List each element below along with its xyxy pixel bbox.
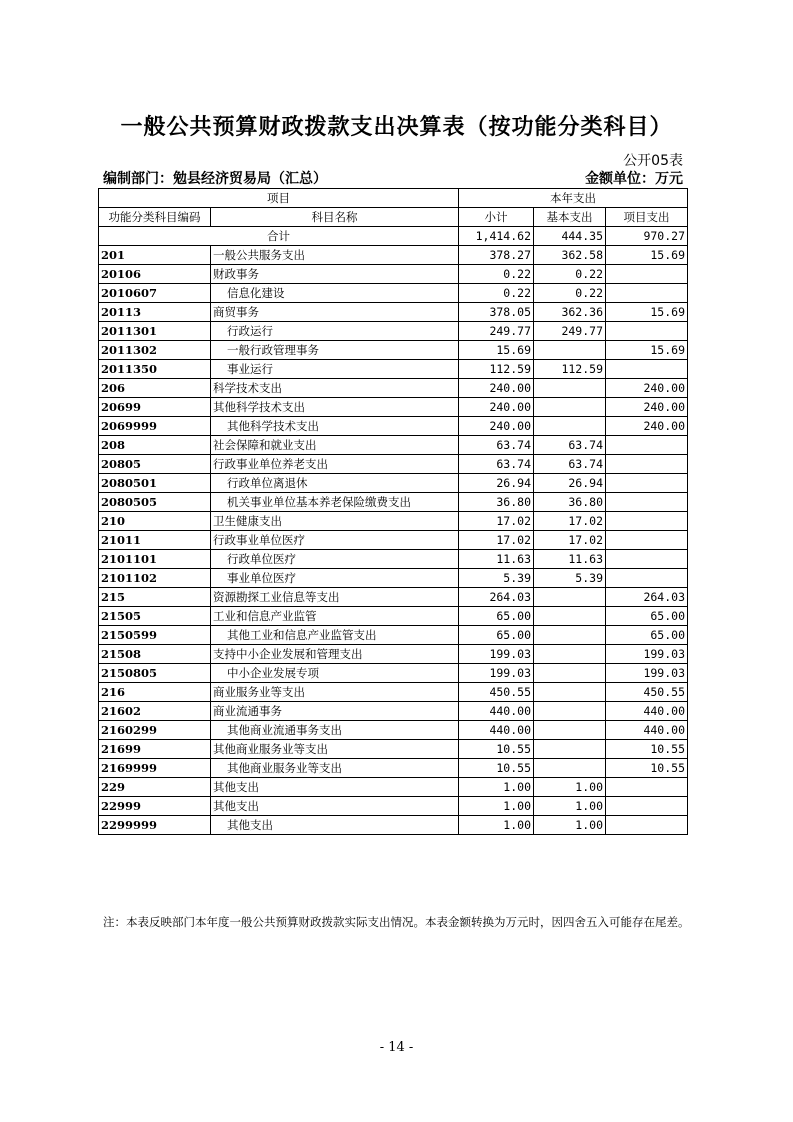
row-basic xyxy=(534,626,606,645)
table-row xyxy=(99,759,688,778)
row-subtotal: 199.03 xyxy=(459,664,534,683)
row-code: 2150805 xyxy=(99,664,211,683)
row-basic: 26.94 xyxy=(534,474,606,493)
row-code: 2011302 xyxy=(99,341,211,360)
table-row xyxy=(99,284,688,303)
table-row xyxy=(99,626,688,645)
total-subtotal: 1,414.62 xyxy=(459,227,534,246)
row-subtotal: 1.00 xyxy=(459,797,534,816)
table-row xyxy=(99,721,688,740)
row-project xyxy=(606,778,688,797)
row-name: 事业单位医疗 xyxy=(211,569,459,588)
row-code: 21505 xyxy=(99,607,211,626)
row-basic xyxy=(534,417,606,436)
row-name: 其他商业服务业等支出 xyxy=(211,740,459,759)
page-title: 一般公共预算财政拨款支出决算表（按功能分类科目） xyxy=(120,115,673,140)
row-project: 440.00 xyxy=(606,702,688,721)
row-basic: 5.39 xyxy=(534,569,606,588)
row-code: 2169999 xyxy=(99,759,211,778)
header-current-year: 本年支出 xyxy=(459,189,688,208)
footnote: 注：本表反映部门本年度一般公共预算财政拨款实际支出情况。本表金额转换为万元时，因四舍五入可能存在尾差。 xyxy=(103,915,690,929)
table-row xyxy=(99,303,688,322)
row-basic: 1.00 xyxy=(534,797,606,816)
row-name: 其他支出 xyxy=(211,778,459,797)
row-name: 其他支出 xyxy=(211,797,459,816)
row-code: 21011 xyxy=(99,531,211,550)
row-basic: 0.22 xyxy=(534,284,606,303)
row-code: 2011301 xyxy=(99,322,211,341)
row-project: 264.03 xyxy=(606,588,688,607)
row-code: 229 xyxy=(99,778,211,797)
row-subtotal: 17.02 xyxy=(459,531,534,550)
table-row xyxy=(99,455,688,474)
row-code: 206 xyxy=(99,379,211,398)
header-item: 项目 xyxy=(99,189,459,208)
row-basic xyxy=(534,664,606,683)
row-basic: 17.02 xyxy=(534,512,606,531)
row-name: 行政运行 xyxy=(211,322,459,341)
row-code: 21699 xyxy=(99,740,211,759)
row-project: 199.03 xyxy=(606,645,688,664)
row-project xyxy=(606,474,688,493)
row-project xyxy=(606,265,688,284)
row-project xyxy=(606,455,688,474)
row-basic xyxy=(534,379,606,398)
row-basic xyxy=(534,683,606,702)
row-subtotal: 112.59 xyxy=(459,360,534,379)
table-row xyxy=(99,341,688,360)
table-row xyxy=(99,512,688,531)
row-project: 15.69 xyxy=(606,246,688,265)
row-project xyxy=(606,322,688,341)
total-label: 合计 xyxy=(99,227,459,246)
row-project xyxy=(606,816,688,835)
row-name: 科学技术支出 xyxy=(211,379,459,398)
row-subtotal: 240.00 xyxy=(459,398,534,417)
table-row xyxy=(99,778,688,797)
row-name: 其他科学技术支出 xyxy=(211,398,459,417)
row-subtotal: 450.55 xyxy=(459,683,534,702)
total-basic: 444.35 xyxy=(534,227,606,246)
table-row xyxy=(99,797,688,816)
row-basic xyxy=(534,645,606,664)
row-code: 210 xyxy=(99,512,211,531)
row-code: 215 xyxy=(99,588,211,607)
row-code: 21602 xyxy=(99,702,211,721)
row-name: 支持中小企业发展和管理支出 xyxy=(211,645,459,664)
row-name: 一般行政管理事务 xyxy=(211,341,459,360)
row-project: 15.69 xyxy=(606,341,688,360)
row-project xyxy=(606,531,688,550)
row-name: 工业和信息产业监管 xyxy=(211,607,459,626)
row-project: 10.55 xyxy=(606,759,688,778)
table-row xyxy=(99,645,688,664)
row-project: 450.55 xyxy=(606,683,688,702)
header-row-top xyxy=(99,189,688,208)
row-basic: 36.80 xyxy=(534,493,606,512)
header-basic: 基本支出 xyxy=(534,208,606,227)
table-row xyxy=(99,246,688,265)
row-name: 行政单位医疗 xyxy=(211,550,459,569)
row-subtotal: 378.05 xyxy=(459,303,534,322)
header-subtotal: 小计 xyxy=(459,208,534,227)
row-project xyxy=(606,797,688,816)
row-name: 其他商业流通事务支出 xyxy=(211,721,459,740)
row-name: 商业流通事务 xyxy=(211,702,459,721)
row-name: 中小企业发展专项 xyxy=(211,664,459,683)
header-name: 科目名称 xyxy=(211,208,459,227)
table-row xyxy=(99,607,688,626)
row-basic xyxy=(534,759,606,778)
row-code: 20699 xyxy=(99,398,211,417)
row-name: 信息化建设 xyxy=(211,284,459,303)
row-project xyxy=(606,360,688,379)
page-number: - 14 - xyxy=(379,1040,414,1055)
table-row xyxy=(99,474,688,493)
row-project: 240.00 xyxy=(606,398,688,417)
header-row-sub xyxy=(99,208,688,227)
row-subtotal: 0.22 xyxy=(459,265,534,284)
row-project: 10.55 xyxy=(606,740,688,759)
row-code: 2150599 xyxy=(99,626,211,645)
row-code: 2010607 xyxy=(99,284,211,303)
row-name: 卫生健康支出 xyxy=(211,512,459,531)
row-code: 20805 xyxy=(99,455,211,474)
row-project: 199.03 xyxy=(606,664,688,683)
row-subtotal: 240.00 xyxy=(459,379,534,398)
department-label: 编制部门：勉县经济贸易局（汇总） xyxy=(103,171,327,187)
table-body xyxy=(99,246,688,835)
row-subtotal: 10.55 xyxy=(459,740,534,759)
row-subtotal: 65.00 xyxy=(459,626,534,645)
row-basic: 11.63 xyxy=(534,550,606,569)
row-subtotal: 0.22 xyxy=(459,284,534,303)
row-project xyxy=(606,493,688,512)
row-basic xyxy=(534,398,606,417)
row-code: 20106 xyxy=(99,265,211,284)
row-code: 216 xyxy=(99,683,211,702)
table-row xyxy=(99,379,688,398)
row-basic xyxy=(534,702,606,721)
table-row xyxy=(99,816,688,835)
table-row xyxy=(99,550,688,569)
row-subtotal: 17.02 xyxy=(459,512,534,531)
row-code: 22999 xyxy=(99,797,211,816)
row-basic: 63.74 xyxy=(534,436,606,455)
row-project xyxy=(606,569,688,588)
header-project: 项目支出 xyxy=(606,208,688,227)
row-basic: 362.36 xyxy=(534,303,606,322)
table-number: 公开05表 xyxy=(623,153,683,169)
row-code: 2011350 xyxy=(99,360,211,379)
row-basic xyxy=(534,607,606,626)
table-row xyxy=(99,531,688,550)
row-name: 商贸事务 xyxy=(211,303,459,322)
row-code: 208 xyxy=(99,436,211,455)
row-subtotal: 264.03 xyxy=(459,588,534,607)
table-row xyxy=(99,569,688,588)
row-subtotal: 11.63 xyxy=(459,550,534,569)
table-row xyxy=(99,436,688,455)
row-code: 21508 xyxy=(99,645,211,664)
row-subtotal: 36.80 xyxy=(459,493,534,512)
table-row xyxy=(99,683,688,702)
row-project: 15.69 xyxy=(606,303,688,322)
row-name: 其他商业服务业等支出 xyxy=(211,759,459,778)
row-code: 20113 xyxy=(99,303,211,322)
row-subtotal: 199.03 xyxy=(459,645,534,664)
row-project: 65.00 xyxy=(606,626,688,645)
table-row xyxy=(99,702,688,721)
row-subtotal: 240.00 xyxy=(459,417,534,436)
row-name: 其他支出 xyxy=(211,816,459,835)
row-name: 事业运行 xyxy=(211,360,459,379)
row-project xyxy=(606,550,688,569)
row-basic xyxy=(534,721,606,740)
table-row xyxy=(99,360,688,379)
table-row xyxy=(99,740,688,759)
table-row xyxy=(99,398,688,417)
row-name: 行政单位离退休 xyxy=(211,474,459,493)
row-name: 其他科学技术支出 xyxy=(211,417,459,436)
row-name: 行政事业单位医疗 xyxy=(211,531,459,550)
row-basic: 17.02 xyxy=(534,531,606,550)
row-basic: 362.58 xyxy=(534,246,606,265)
row-code: 201 xyxy=(99,246,211,265)
expenditure-table xyxy=(98,188,688,835)
row-basic xyxy=(534,740,606,759)
row-name: 机关事业单位基本养老保险缴费支出 xyxy=(211,493,459,512)
row-subtotal: 10.55 xyxy=(459,759,534,778)
total-project: 970.27 xyxy=(606,227,688,246)
table-row xyxy=(99,265,688,284)
row-subtotal: 249.77 xyxy=(459,322,534,341)
row-subtotal: 1.00 xyxy=(459,816,534,835)
table-row xyxy=(99,493,688,512)
row-basic: 249.77 xyxy=(534,322,606,341)
row-name: 商业服务业等支出 xyxy=(211,683,459,702)
row-code: 2080505 xyxy=(99,493,211,512)
row-basic xyxy=(534,341,606,360)
row-code: 2080501 xyxy=(99,474,211,493)
row-basic: 112.59 xyxy=(534,360,606,379)
row-subtotal: 65.00 xyxy=(459,607,534,626)
row-code: 2101102 xyxy=(99,569,211,588)
table-row xyxy=(99,588,688,607)
row-project: 240.00 xyxy=(606,417,688,436)
row-name: 一般公共服务支出 xyxy=(211,246,459,265)
row-name: 其他工业和信息产业监管支出 xyxy=(211,626,459,645)
row-basic xyxy=(534,588,606,607)
row-subtotal: 26.94 xyxy=(459,474,534,493)
row-name: 财政事务 xyxy=(211,265,459,284)
row-code: 2299999 xyxy=(99,816,211,835)
row-basic: 63.74 xyxy=(534,455,606,474)
row-subtotal: 440.00 xyxy=(459,721,534,740)
row-project xyxy=(606,436,688,455)
row-project: 240.00 xyxy=(606,379,688,398)
table-row xyxy=(99,417,688,436)
row-subtotal: 440.00 xyxy=(459,702,534,721)
row-subtotal: 63.74 xyxy=(459,455,534,474)
table-row xyxy=(99,322,688,341)
row-subtotal: 5.39 xyxy=(459,569,534,588)
row-subtotal: 63.74 xyxy=(459,436,534,455)
total-row xyxy=(99,227,688,246)
row-name: 行政事业单位养老支出 xyxy=(211,455,459,474)
row-project: 65.00 xyxy=(606,607,688,626)
row-subtotal: 1.00 xyxy=(459,778,534,797)
row-project xyxy=(606,512,688,531)
row-code: 2160299 xyxy=(99,721,211,740)
row-subtotal: 378.27 xyxy=(459,246,534,265)
row-project: 440.00 xyxy=(606,721,688,740)
row-basic: 1.00 xyxy=(534,778,606,797)
row-subtotal: 15.69 xyxy=(459,341,534,360)
row-basic: 1.00 xyxy=(534,816,606,835)
row-project xyxy=(606,284,688,303)
row-code: 2069999 xyxy=(99,417,211,436)
row-name: 社会保障和就业支出 xyxy=(211,436,459,455)
row-name: 资源勘探工业信息等支出 xyxy=(211,588,459,607)
unit-label: 金额单位：万元 xyxy=(585,171,683,187)
row-code: 2101101 xyxy=(99,550,211,569)
row-basic: 0.22 xyxy=(534,265,606,284)
table-row xyxy=(99,664,688,683)
header-code: 功能分类科目编码 xyxy=(99,208,211,227)
